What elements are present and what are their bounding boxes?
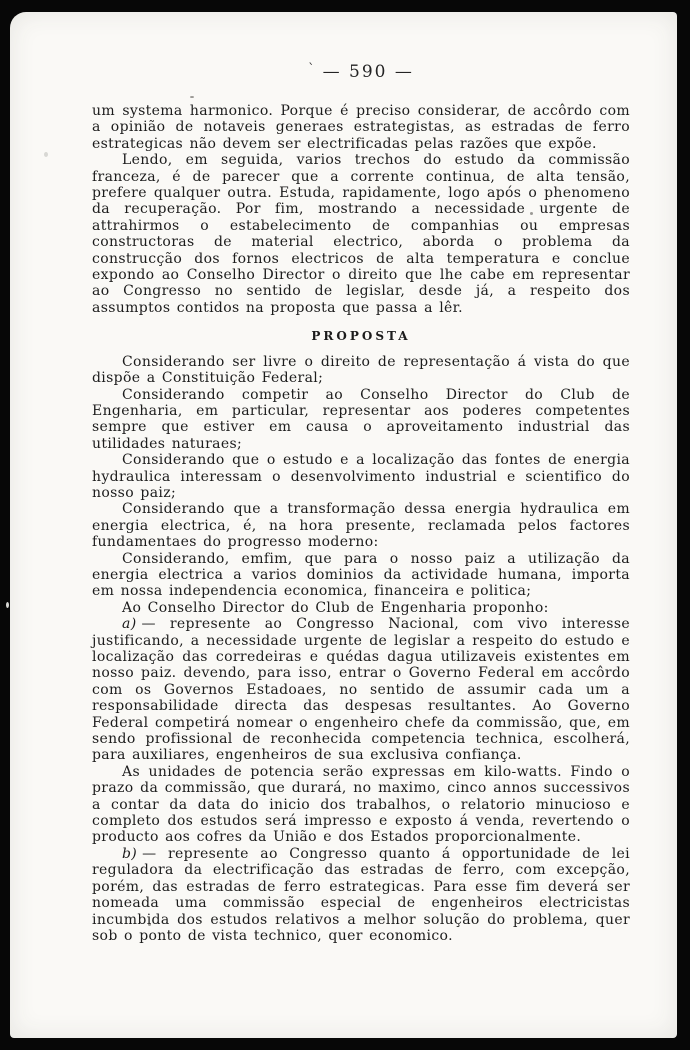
scan-speck bbox=[44, 152, 48, 157]
proposal-item-a bbox=[92, 616, 630, 764]
item-b-label: b) bbox=[122, 845, 138, 862]
document-page bbox=[10, 12, 677, 1038]
page-content bbox=[92, 12, 630, 944]
paragraph-intro: Lendo, em seguida, varios trechos do estudo da commissão franceza, é de parecer que a corrente continua, de alta tensão, prefere qualquer outra. Estuda, rapidamente, logo após o phenomeno da recuperação. Por fim, mostrando a necessidade urgente de attrahirmos o estabelecimento de companhias ou empresas constructoras de material electrico, aborda o problema da construcção dos fornos electricos de alta temperatura e conclue expondo ao Conselho Director o direito que lhe cabe em representar ao Congresso no sentido de legislar, desde já, a respeito dos assumptos contidos na proposta que passa a lêr. bbox=[92, 152, 630, 316]
considerando-4: Considerando que a transformação dessa energia hydraulica em energia electrica, é, na hora presente, reclamada pelos factores fundamentaes do progresso moderno: bbox=[92, 501, 630, 551]
scan-speck bbox=[530, 212, 533, 215]
section-heading-proposta: PROPOSTA bbox=[311, 329, 411, 344]
item-a-text: — represente ao Congresso Nacional, com vivo interesse justificando, a necessidade urgente de legislar a respeito do estudo e localização das corredeiras e quédas dagua utilizaveis existentes em nosso paiz. devendo, para isso, entrar o Governo Federal em accôrdo com os Governos Estadoaes, no sentido de assumir cada um a responsabilidade directa das despesas resultantes. Ao Governo Federal competirá nomear o engenheiro chefe da commissão, que, em sendo profissional de reconhecida competencia technica, escolherá, para auxiliares, engenheiros de sua exclusiva confiança. bbox=[92, 616, 630, 764]
considerando-1: Considerando ser livre o direito de representação á vista do que dispõe a Constituição Federal; bbox=[92, 353, 630, 387]
proposal-item-b bbox=[92, 846, 630, 944]
paragraph-continuation: um systema harmonico. Porque é preciso considerar, de accôrdo com a opinião de notaveis generaes estrategistas, as estradas de ferro estrategicas não devem ser electrificadas pelas razões que expõe. bbox=[92, 103, 630, 152]
page-number: — 590 — bbox=[322, 62, 414, 82]
item-a-label: a) bbox=[122, 616, 137, 633]
scan-speck bbox=[148, 923, 151, 926]
proposal-intro-line: Ao Conselho Director do Club de Engenharia proponho: bbox=[122, 599, 549, 616]
item-b-text: — represente ao Congresso quanto á opportunidade de lei reguladora da electrificação das estradas de ferro, com excepção, porém, das estradas de ferro estrategicas. Para esse fim deverá ser nomeada uma commissão especial de engenheiros electricistas incumbida dos estudos relativos a melhor solução do problema, quer sob o ponto de vista technico, quer economico. bbox=[92, 845, 630, 944]
document-body bbox=[92, 103, 630, 944]
considerando-5: Considerando, emfim, que para o nosso paiz a utilização da energia electrica a varios dominios da actividade humana, importa em nossa independencia economica, financeira e politica; bbox=[92, 550, 630, 600]
paragraph-power-units: As unidades de potencia serão expressas em kilo-watts. Findo o prazo da commissão, que durará, no maximo, cinco annos successivos a contar da data do inicio dos trabalhos, o relatorio minucioso e completo dos estudos será impresso e exposto á venda, revertendo o producto aos cofres da União e dos Estados proporcionalmente. bbox=[92, 763, 630, 846]
scan-speck bbox=[6, 602, 9, 608]
page-header bbox=[92, 62, 630, 82]
considerando-3: Considerando que o estudo e a localização das fontes de energia hydraulica interessam o desenvolvimento industrial e scientifico do nosso paiz; bbox=[92, 452, 630, 501]
scan-speck bbox=[190, 96, 194, 98]
scan-tick-mark: ˋ bbox=[308, 62, 317, 77]
considerando-2: Considerando competir ao Conselho Director do Club de Engenharia, em particular, representar aos poderes competentes sempre que estiver em causa o aproveitamento industrial das utilidades naturaes; bbox=[92, 386, 630, 452]
